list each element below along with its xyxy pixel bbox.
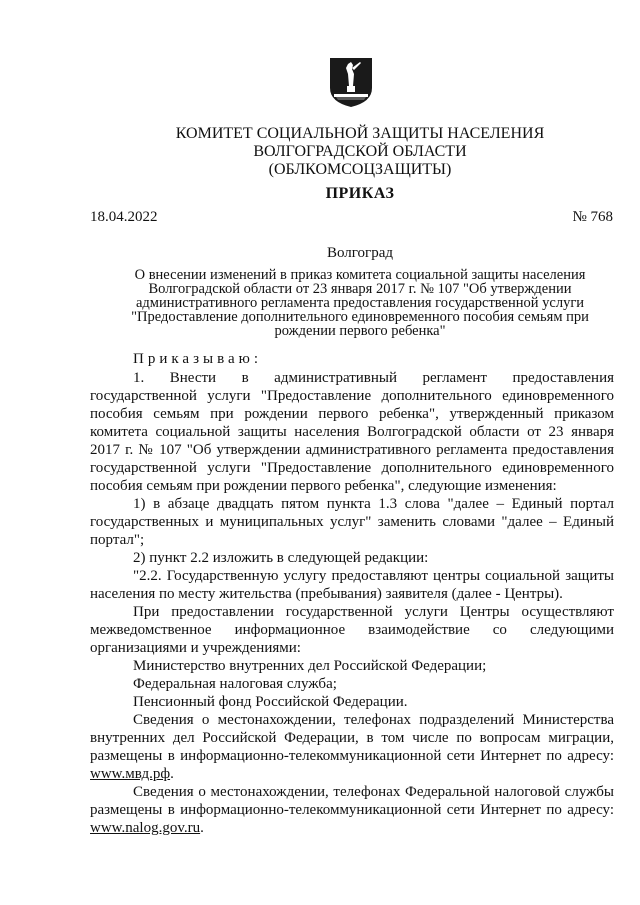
paragraph-line: 2) пункт 2.2 изложить в следующей редакции:	[133, 550, 429, 566]
paragraph-line: населения по месту жительства (пребывания) заявителя (далее - Центры).	[90, 586, 563, 602]
paragraph-line: 2017 г. № 107 "Об утверждении административного регламента предоставления	[90, 442, 614, 458]
list-item: Министерство внутренних дел Российской Федерации;	[133, 658, 487, 674]
paragraph-line: комитета социальной защиты населения Волгоградской области от 23 января	[90, 424, 614, 440]
paragraph-line: организациями и учреждениями:	[90, 640, 301, 656]
document-type: ПРИКАЗ	[325, 185, 395, 202]
subject-line: "Предоставление дополнительного единовременного пособия семьям при	[131, 309, 589, 325]
link-punctuation: .	[170, 766, 174, 782]
paragraph-line: государственных и муниципальных услуг" заменить словами "далее – Единый	[90, 514, 614, 530]
order-word: Приказываю:	[133, 351, 262, 367]
volgograd-coat-of-arms-icon	[328, 56, 374, 108]
paragraph-line: размещены в информационно-телекоммуникационной сети Интернет по адресу:	[90, 748, 614, 764]
document-date: 18.04.2022	[90, 209, 158, 225]
nalog-website-link[interactable]: www.nalog.gov.ru	[90, 820, 201, 836]
paragraph-line: Сведения о местонахождении, телефонах Федеральной налоговой службы	[133, 784, 614, 800]
document-city: Волгоград	[326, 245, 393, 261]
subject-line: административного регламента предоставления государственной услуги	[135, 295, 585, 311]
org-name-line-3: (ОБЛКОМСОЦЗАЩИТЫ)	[268, 161, 452, 178]
paragraph-line: пособия семьям при рождении первого ребенка", утвержденный приказом	[90, 406, 614, 422]
list-item: Федеральная налоговая служба;	[133, 676, 337, 692]
paragraph-line: государственной услуги "Предоставление дополнительного единовременного	[90, 388, 614, 404]
link-punctuation: .	[200, 820, 204, 836]
org-name-line-1: КОМИТЕТ СОЦИАЛЬНОЙ ЗАЩИТЫ НАСЕЛЕНИЯ	[175, 125, 545, 142]
subject-line: рождении первого ребенка"	[274, 323, 446, 339]
paragraph-line: пособия семьям при рождении первого ребенка", следующие изменения:	[90, 478, 557, 494]
list-item: Пенсионный фонд Российской Федерации.	[133, 694, 408, 710]
org-name-line-2: ВОЛГОГРАДСКОЙ ОБЛАСТИ	[253, 143, 467, 160]
paragraph-line: "2.2. Государственную услугу предоставляют центры социальной защиты	[133, 568, 614, 584]
mvd-website-link[interactable]: www.мвд.рф	[90, 766, 171, 782]
paragraph-line: внутренних дел Российской Федерации, в том числе по вопросам миграции,	[90, 730, 614, 746]
paragraph-line: размещены в информационно-телекоммуникационной сети Интернет по адресу:	[90, 802, 614, 818]
paragraph-line: портал";	[90, 532, 145, 548]
document-number: № 768	[572, 209, 613, 225]
link-line	[90, 765, 174, 783]
link-line	[90, 819, 204, 837]
paragraph-line: Сведения о местонахождении, телефонах подразделений Министерства	[133, 712, 614, 728]
paragraph-line: межведомственное информационное взаимодействие со следующими	[90, 622, 614, 638]
subject-line: О внесении изменений в приказ комитета социальной защиты населения	[134, 267, 586, 283]
subject-line: Волгоградской области от 23 января 2017 г. № 107 "Об утверждении	[148, 281, 572, 297]
paragraph-line: 1. Внести в административный регламент предоставления	[133, 370, 614, 386]
paragraph-line: государственной услуги "Предоставление дополнительного единовременного	[90, 460, 614, 476]
paragraph-line: При предоставлении государственной услуги Центры осуществляют	[133, 604, 614, 620]
paragraph-line: 1) в абзаце двадцать пятом пункта 1.3 слова "далее – Единый портал	[133, 496, 614, 512]
